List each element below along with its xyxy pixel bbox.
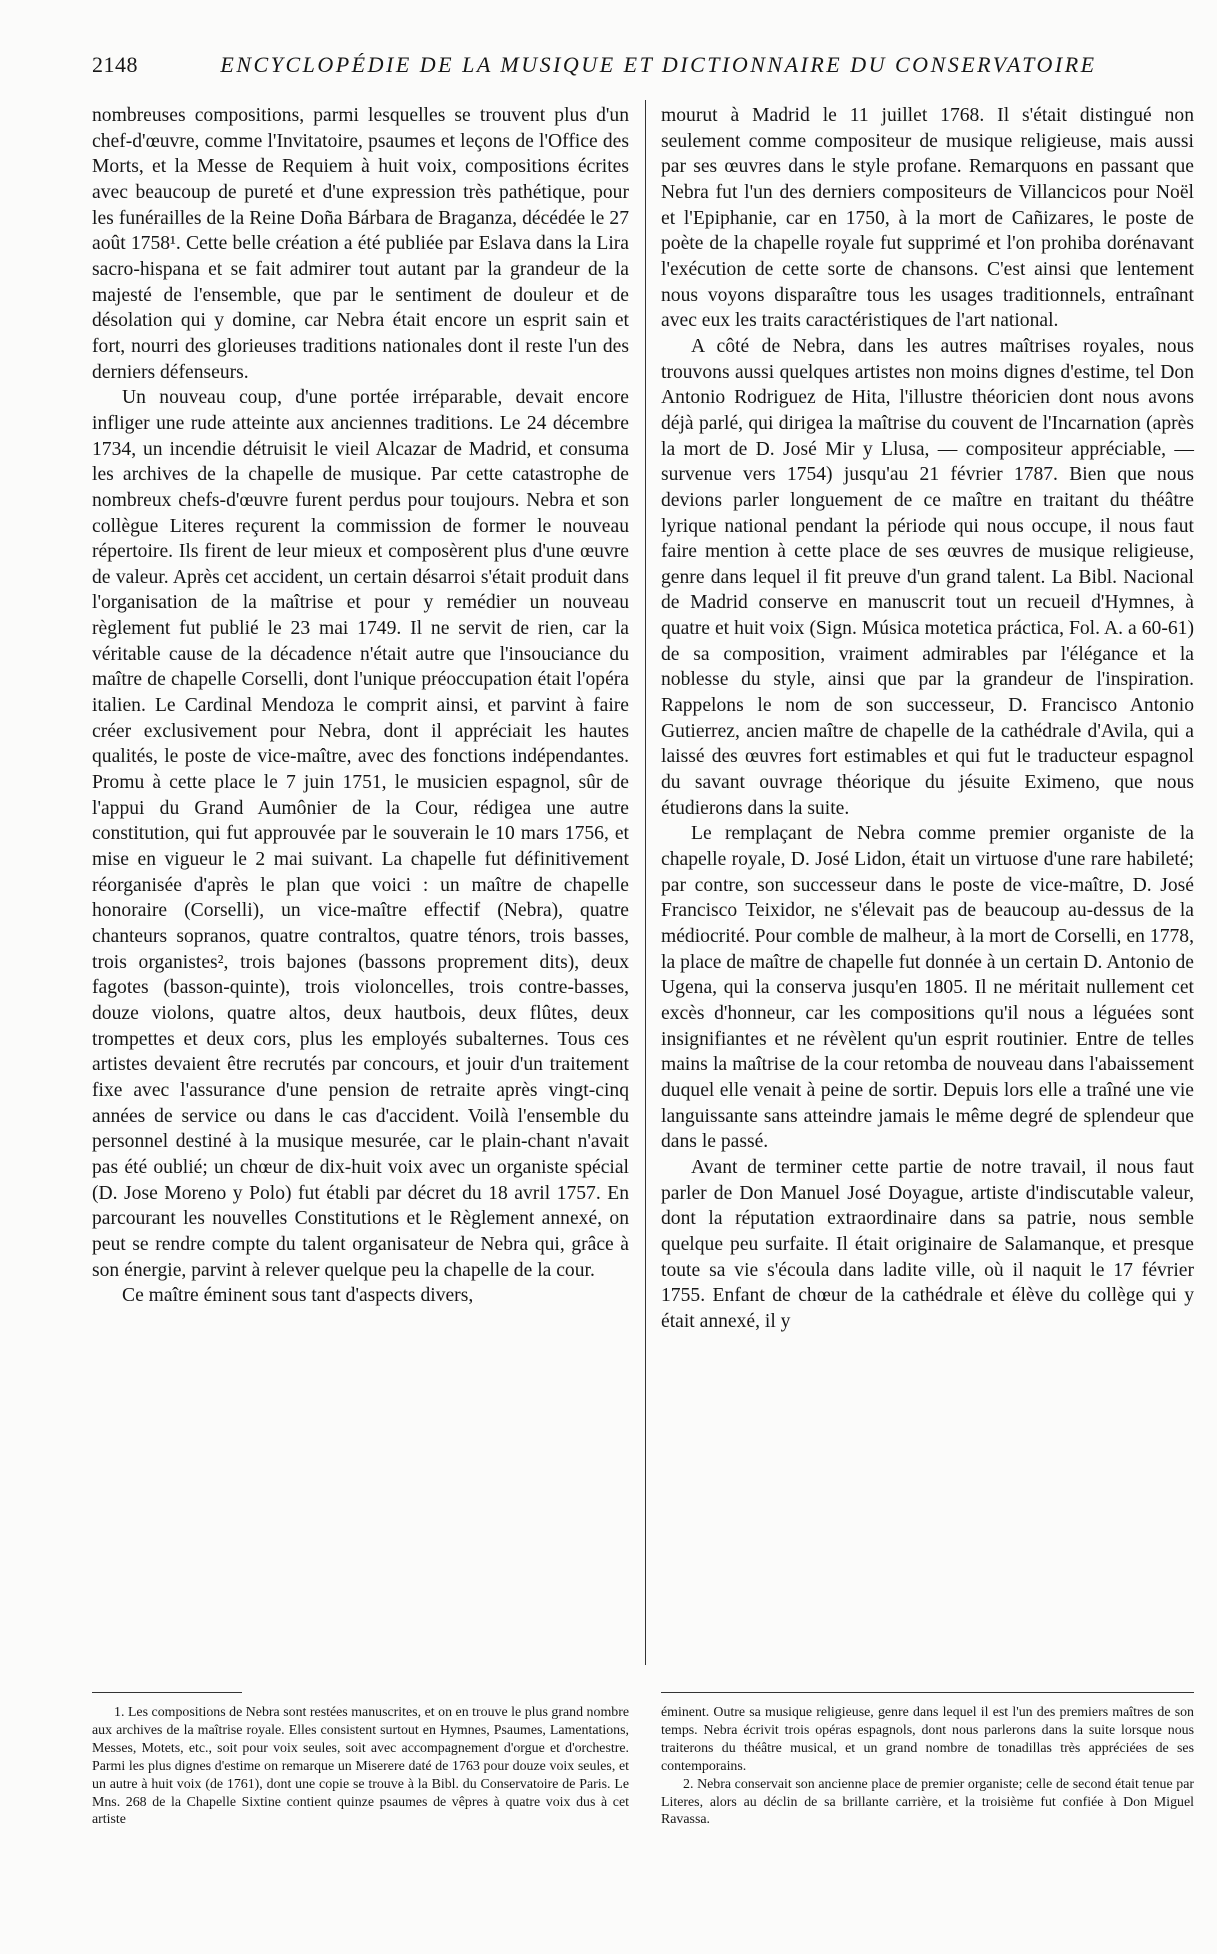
footnote: 1. Les compositions de Nebra sont restées manuscrites, et on en trouve le plus grand nombre aux archives de la maîtrise royale. Elles consistent surtout en Hymnes, Psaumes, Lamentations, Messes, Motets, etc., soit pour voix seules, soit avec accompagnement d'orgue et d'orchestre. Parmi les plus dignes d'estime on remarque un Miserere daté de 1763 pour douze voix seules, et un autre à huit voix (de 1761), dont une copie se trouve à la Bibl. du Conservatoire de Paris. Le Mns. 268 de la Chapelle Sixtine contient quinze psaumes de vêpres à quatre voix dus à cet artiste	[92, 1705, 629, 1828]
running-title: ENCYCLOPÉDIE DE LA MUSIQUE ET DICTIONNAIRE DU CONSERVATOIRE	[220, 52, 1097, 77]
footnote-divider	[661, 1692, 1194, 1693]
paragraph: Ce maître éminent sous tant d'aspects divers,	[122, 1285, 474, 1307]
footnote: 2. Nebra conservait son ancienne place de premier organiste; celle de second était tenue par Literes, alors au déclin de sa brillante carrière, et la troisième fut confiée à Don Miguel Ravassa.	[661, 1776, 1194, 1828]
footnotes-right	[661, 1704, 1194, 1829]
right-column	[661, 103, 1194, 1335]
paragraph: Le remplaçant de Nebra comme premier organiste de la chapelle royale, D. José Lidon, était un virtuose d'une rare habileté; par contre, son successeur dans le poste de vice-maître, D. José Francisco Teixidor, ne s'élevait pas de beaucoup au-dessus de la médiocrité. Pour comble de malheur, à la mort de Corselli, en 1778, la place de maître de chapelle fut donnée à un certain D. Antonio de Ugena, qui la conserva jusqu'en 1805. Il ne méritait nullement cet excès d'honneur, car les compositions qu'il nous a léguées sont insignifiantes et ne révèlent qu'un esprit routinier. Entre de telles mains la maîtrise de la cour retomba de nouveau dans l'abaissement duquel elle venait à peine de sortir. Depuis lors elle a traîné une vie languissante sans atteindre jamais le même degré de splendeur que dans le passé.	[661, 823, 1194, 1153]
page-header	[92, 52, 1125, 82]
paragraph: mourut à Madrid le 11 juillet 1768. Il s'était distingué non seulement comme compositeur de musique religieuse, mais aussi par ses œuvres dans le style profane. Remarquons en passant que Nebra fut l'un des derniers compositeurs de Villancicos pour Noël et l'Epiphanie, car en 1750, à la mort de Cañizares, le poste de poète de la chapelle royale fut supprimé et l'on prohiba dorénavant l'exécution de cette sorte de chansons. C'est ainsi que lentement nous voyons disparaître tous les usages traditionnels, entraînant avec eux les traits caractéristiques de l'art national.	[661, 105, 1194, 332]
left-column	[92, 103, 629, 1309]
paragraph: Un nouveau coup, d'une portée irréparable, devait encore infliger une rude atteinte aux anciennes traditions. Le 24 décembre 1734, un incendie détruisit le vieil Alcazar de Madrid, et consuma les archives de la chapelle de musique. Par cette catastrophe de nombreux chefs-d'œuvre furent perdus pour toujours. Nebra et son collègue Literes reçurent la commission de former le nouveau répertoire. Ils firent de leur mieux et composèrent plus d'une œuvre de valeur. Après cet accident, un certain désarroi s'était produit dans l'organisation de la maîtrise et pour y remédier un nouveau règlement fut publié le 23 mai 1749. Il ne servit de rien, car la véritable cause de la décadence n'était autre que l'insouciance du maître de chapelle Corselli, dont l'unique préoccupation était l'opéra italien. Le Cardinal Mendoza le comprit ainsi, et parvint à faire créer exclusivement pour Nebra, dont il appréciait les hautes qualités, le poste de vice-maître, avec des fonctions indépendantes. Promu à cette place le 7 juin 1751, le musicien espagnol, sûr de l'appui du Grand Aumônier de la Cour, rédigea une autre constitution, qui fut approuvée par le souverain le 10 mars 1756, et mise en vigueur le 2 mai suivant. La chapelle fut définitivement réorganisée d'après le plan que voici : un maître de chapelle honoraire (Corselli), un vice-maître effectif (Nebra), quatre chanteurs sopranos, quatre contraltos, quatre ténors, trois basses, trois organistes², trois bajones (bassons proprement dits), deux fagotes (basson-quinte), trois violoncelles, trois contre-basses, douze violons, quatre altos, deux hautbois, deux flûtes, deux trompettes et deux cors, plus les employés subalternes. Tous ces artistes devaient être recrutés par concours, et jouir d'un traitement fixe avec l'assurance d'une pension de retraite après vingt-cinq années de service ou dans le cas d'accident. Voilà l'ensemble du personnel destiné à la musique mesurée, car le plain-chant n'avait pas été oublié; un chœur de dix-huit voix avec un organiste spécial (D. Jose Moreno y Polo) fut établi par décret du 18 avril 1757. En parcourant les nouvelles Constitutions et le Règlement annexé, on peut se rendre compte du talent organisateur de Nebra qui, grâce à son énergie, parvint à relever quelque peu la chapelle de la cour.	[92, 387, 629, 1281]
column-divider	[645, 100, 646, 1665]
paragraph: Avant de terminer cette partie de notre travail, il nous faut parler de Don Manuel José Doyague, artiste d'indiscutable valeur, dont la réputation extraordinaire dans sa patrie, nous semble quelque peu surfaite. Il était originaire de Salamanque, et presque toute sa vie s'écoula dans ladite ville, où il naquit le 17 février 1755. Enfant de chœur de la cathédrale et élève du collège qui y était annexé, il y	[661, 1156, 1194, 1332]
footnote-divider	[92, 1692, 242, 1693]
paragraph: A côté de Nebra, dans les autres maîtrises royales, nous trouvons aussi quelques artistes non moins dignes d'estime, tel Don Antonio Rodriguez de Hita, l'illustre théoricien dont nous avons déjà parlé, qui dirigea la maîtrise du couvent de l'Incarnation (après la mort de D. José Mir y Llusa, — compositeur appréciable, — survenue vers 1754) jusqu'au 21 février 1787. Bien que nous devions parler longuement de ce maître en traitant du théâtre lyrique national pendant la période qui nous occupe, il nous faut faire mention à cette place de ses œuvres de musique religieuse, genre dans lequel il fit preuve d'un grand talent. La Bibl. Nacional de Madrid conserve en manuscrit tout un recueil d'Hymnes, à quatre et huit voix (Sign. Música motetica práctica, Fol. A. a 60-61) de sa composition, vraiment admirables par l'élégance et la noblesse du style, ainsi que par la grandeur de l'inspiration. Rappelons le nom de son successeur, D. Francisco Antonio Gutierrez, ancien maître de chapelle de la cathédrale d'Avila, qui a laissé des œuvres fort estimables et qui fut le traducteur espagnol du savant ouvrage théorique du jésuite Eximeno, que nous étudierons dans la suite.	[661, 335, 1194, 819]
page-number: 2148	[92, 52, 138, 77]
footnotes-left	[92, 1704, 629, 1829]
footnote: éminent. Outre sa musique religieuse, genre dans lequel il est l'un des premiers maîtres de son temps. Nebra écrivit trois opéras espagnols, dont nous parlerons dans la suite lorsque nous traiterons du théâtre musical, et un grand nombre de tonadillas très appréciées de ses contemporains.	[661, 1705, 1194, 1774]
paragraph: nombreuses compositions, parmi lesquelles se trouvent plus d'un chef-d'œuvre, comme l'Invitatoire, psaumes et leçons de l'Office des Morts, et la Messe de Requiem à huit voix, compositions écrites avec beaucoup de pureté et d'une expression très pathétique, pour les funérailles de la Reine Doña Bárbara de Braganza, décédée le 27 août 1758¹. Cette belle création a été publiée par Eslava dans la Lira sacro-hispana et se fait admirer tout autant par la grandeur de la majesté de l'ensemble, que par le sentiment de douleur et de désolation qui y domine, car Nebra était encore un esprit sain et fort, nourri des glorieuses traditions nationales dont il reste l'un des derniers défenseurs.	[92, 105, 629, 383]
